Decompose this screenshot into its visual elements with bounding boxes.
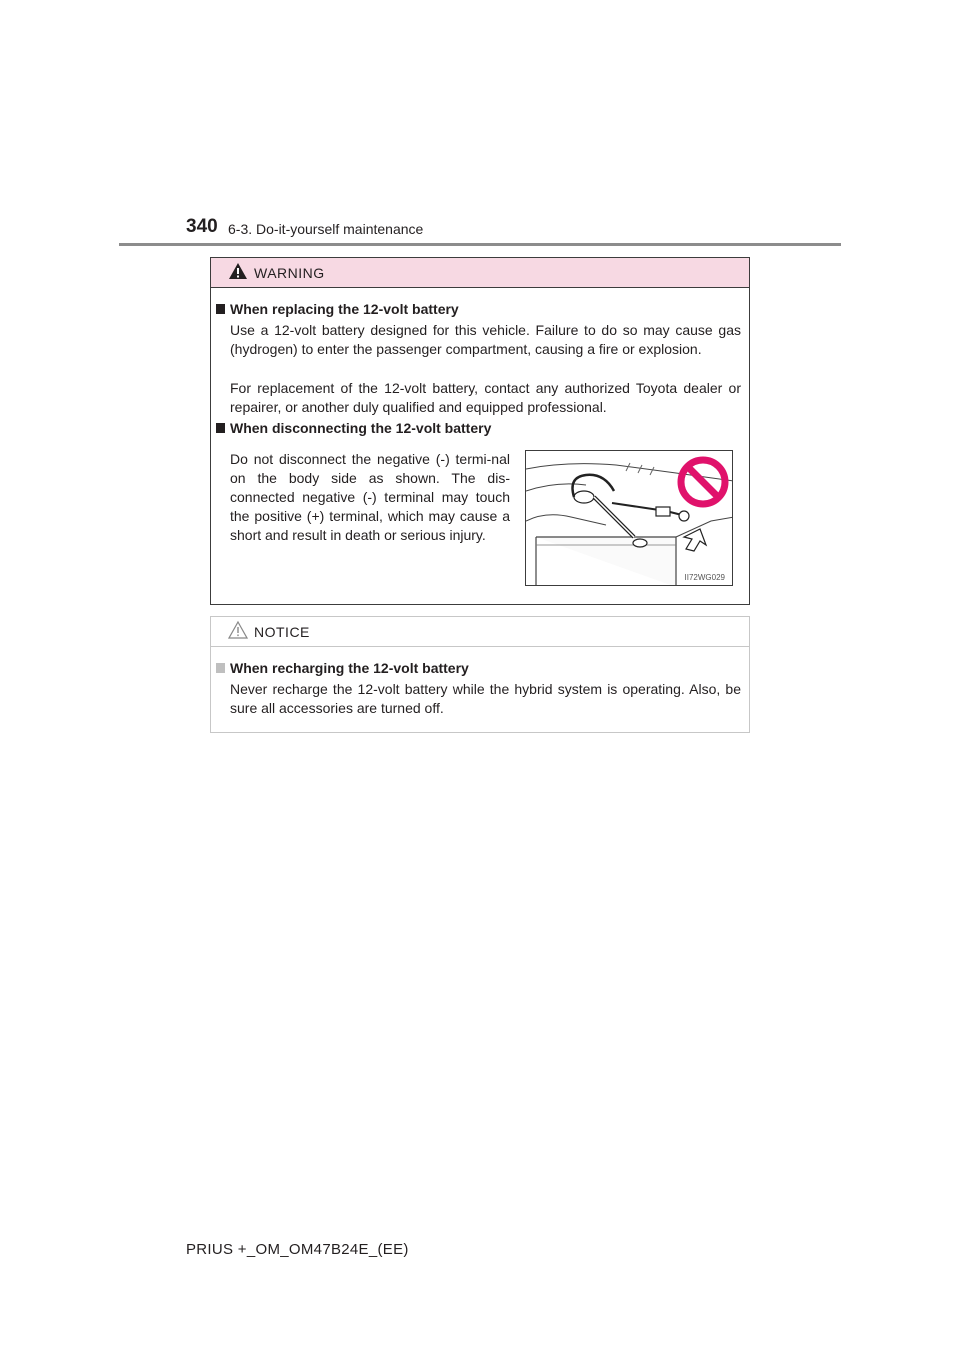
- paragraph: For replacement of the 12-volt battery, contact any authorized Toyota dealer or repairer, or another duly qualified and equipped professional.: [230, 380, 741, 415]
- footer-model-code: PRIUS +_OM_OM47B24E_(EE): [186, 1241, 409, 1258]
- paragraph: Do not disconnect the negative (-) termi-nal on the body side as shown. The dis-connected negative (-) terminal may touch the positive (+) terminal, which may cause a short and result in death or serious injury.: [230, 451, 510, 543]
- page-number: 340: [186, 216, 218, 237]
- bullet-square-icon: [216, 663, 225, 673]
- item-heading: When disconnecting the 12-volt battery: [216, 420, 491, 436]
- caution-triangle-icon: [228, 620, 248, 640]
- prohibited-icon: [676, 455, 730, 509]
- item-heading: When replacing the 12-volt battery: [216, 301, 459, 317]
- figure-code: II72WG029: [684, 573, 725, 582]
- paragraph: Use a 12-volt battery designed for this vehicle. Failure to do so may cause gas (hydrogen) to enter the passenger compartment, causing a fire or explosion.: [230, 322, 741, 357]
- section-title: 6-3. Do-it-yourself maintenance: [228, 221, 424, 237]
- warning-triangle-icon: [228, 261, 248, 281]
- battery-terminal-illustration: [525, 450, 733, 586]
- warning-label: WARNING: [254, 265, 325, 281]
- warning-header: [211, 258, 749, 288]
- notice-label: NOTICE: [254, 624, 310, 640]
- warning-box: [210, 257, 750, 605]
- notice-box: [210, 616, 750, 733]
- bullet-square-icon: [216, 304, 225, 314]
- item-heading: When recharging the 12-volt battery: [216, 660, 469, 676]
- header-rule: [119, 243, 841, 246]
- bullet-square-icon: [216, 423, 225, 433]
- paragraph: Never recharge the 12-volt battery while the hybrid system is operating. Also, be sure all accessories are turned off.: [230, 681, 741, 716]
- notice-header: [211, 617, 749, 647]
